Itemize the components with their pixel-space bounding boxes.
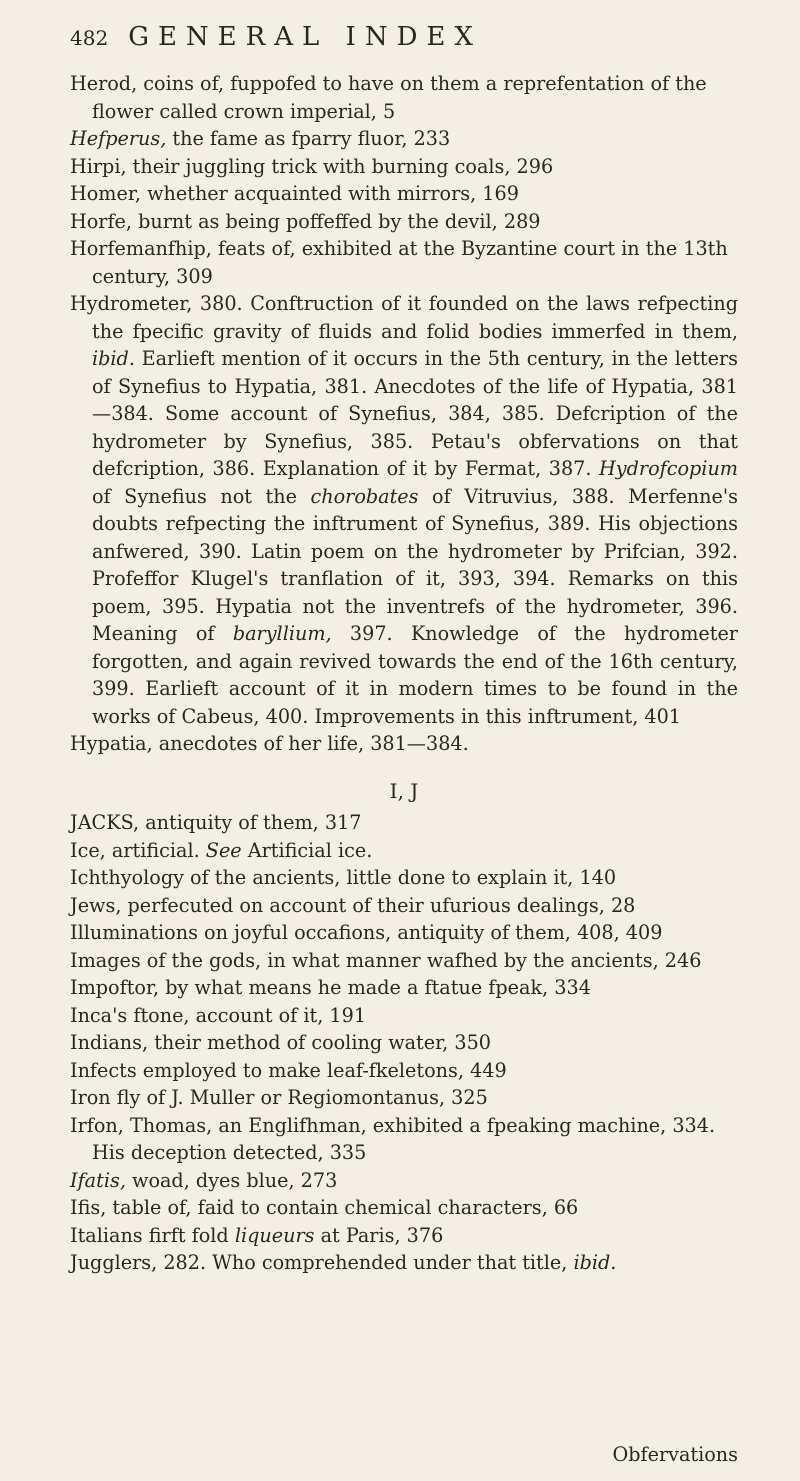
index-entries xyxy=(70,70,738,1277)
entry-text: 397. Knowledge of the hydrometer forgotten, and again revived towards the end of the 16th century, 399. Earlieft account of it in modern times to be found in the works of Cabeus, 400. Improvements in this inftrument, 401 xyxy=(92,622,738,728)
entries-ij xyxy=(70,809,738,1249)
index-entry xyxy=(70,208,738,236)
entry-text: Images of the gods, in what manner wafhed by the ancients, 246 xyxy=(70,948,702,972)
entry-text: of Synefius not the xyxy=(92,484,311,508)
entry-text: Jugglers, 282. Who comprehended under that title, xyxy=(70,1251,574,1274)
index-entry xyxy=(70,947,738,975)
entry-text: at Paris, 376 xyxy=(314,1223,444,1247)
entry-text: woad, dyes blue, 273 xyxy=(125,1168,338,1192)
entry-text: Herod, coins of, fuppofed to have on them a reprefentation of the flower called crown imperial, 5 xyxy=(70,72,707,123)
index-entry xyxy=(70,809,738,837)
index-entry xyxy=(70,1002,738,1030)
index-entry-hydrometer xyxy=(70,290,738,730)
entry-text: Horfe, burnt as being poffeffed by the devil, 289 xyxy=(70,209,541,233)
entry-italic: Ifatis, xyxy=(70,1168,126,1192)
entry-text: Jews, perfecuted on account of their ufurious dealings, 28 xyxy=(70,893,636,917)
index-entry xyxy=(70,235,738,290)
entry-text: Impoftor, by what means he made a ftatue fpeak, 334 xyxy=(70,976,591,999)
index-entry xyxy=(70,864,738,892)
index-entry xyxy=(70,70,738,125)
entry-italic: baryllium, xyxy=(232,622,332,645)
entry-italic: ibid. xyxy=(92,347,135,370)
index-entry xyxy=(70,1167,738,1195)
entry-text: Infects employed to make leaf-fkeletons, 449 xyxy=(70,1058,507,1082)
index-entry xyxy=(70,837,738,865)
index-entry xyxy=(70,153,738,181)
entry-italic: See xyxy=(205,838,242,862)
index-entry xyxy=(70,125,738,153)
entry-text: Indians, their method of cooling water, 350 xyxy=(70,1031,492,1054)
entry-text: JACKS, antiquity of them, 317 xyxy=(70,811,362,834)
section-heading: I, J xyxy=(389,778,419,803)
index-entry xyxy=(70,1194,738,1222)
index-entry xyxy=(70,1112,738,1167)
entry-text: the fame as fparry fluor, 233 xyxy=(166,127,451,150)
index-entry xyxy=(70,180,738,208)
entry-text: Ifis, table of, faid to contain chemical characters, 66 xyxy=(70,1196,579,1219)
entry-italic: Hydrofcopium xyxy=(599,457,738,480)
entry-text: Artificial ice. xyxy=(241,838,373,862)
entry-text: Earlieft mention of it occurs in the 5th century, in the letters of Synefius to Hypatia, 381. Anecdotes of the life of Hypatia, 381—384. Some account of Synefius, 384, 385. Defcription of the hydrometer by Synefius, 385. Petau's obfervations on that defcription, 386. Explanation of it by Fermat, 387. xyxy=(92,347,738,480)
entry-text: Horfemanfhip, feats of, exhibited at the Byzantine court in the 13th century, 309 xyxy=(70,237,728,288)
entry-text: Iron fly of J. Muller or Regiomontanus, 325 xyxy=(70,1086,488,1109)
index-entry xyxy=(70,919,738,947)
index-entry xyxy=(70,1084,738,1112)
index-entry xyxy=(70,1057,738,1085)
entry-text: Illuminations on joyful occafions, antiquity of them, 408, 409 xyxy=(70,921,663,944)
entry-text: Homer, whether acquainted with mirrors, 169 xyxy=(70,182,519,205)
entry-text: Ichthyology of the ancients, little done to explain it, 140 xyxy=(70,866,617,889)
entry-text: Ice, artificial. xyxy=(70,838,206,862)
index-entry-jugglers xyxy=(70,1249,738,1277)
entry-text: Irfon, Thomas, an Englifhman, exhibited a fpeaking machine, 334. His deception detected, 335 xyxy=(70,1113,716,1164)
entry-text: Hirpi, their juggling trick with burning coals, 296 xyxy=(70,154,554,178)
entry-text: Italians firft fold xyxy=(70,1223,235,1247)
entry-italic: liqueurs xyxy=(234,1223,315,1247)
catchword: Obfervations xyxy=(612,1443,738,1466)
index-entry xyxy=(70,1029,738,1057)
index-entry xyxy=(70,974,738,1002)
entry-text: Inca's ftone, account of it, 191 xyxy=(70,1003,367,1027)
index-entry xyxy=(70,1222,738,1250)
page-number: 482 xyxy=(70,26,109,50)
index-entry xyxy=(70,892,738,920)
entry-italic: chorobates xyxy=(310,484,419,508)
entry-italic: ibid. xyxy=(573,1251,617,1274)
running-header xyxy=(70,22,738,52)
entry-text: of Vitruvius, 388. Merfenne's doubts refpecting the inftrument of Synefius, 389. His objections anfwered, 390. Latin poem on the hydrometer by Prifcian, 392. Profeffor Klugel's tranflation of it, 393, 394. Remarks on this poem, 395. Hypatia not the inventrefs of the hydrometer, 396. Meaning of xyxy=(92,484,738,645)
index-entry-hypatia: Hypatia, anecdotes of her life, 381—384. xyxy=(70,732,469,755)
entry-italic: Hefperus, xyxy=(70,127,167,150)
entry-text: Hydrometer, 380. Conftruction of it founded on the laws refpecting the fpecific gravity of fluids and folid bodies immerfed in them, xyxy=(70,292,738,343)
entries-h xyxy=(70,70,738,290)
page-title: GENERAL INDEX xyxy=(128,22,482,52)
